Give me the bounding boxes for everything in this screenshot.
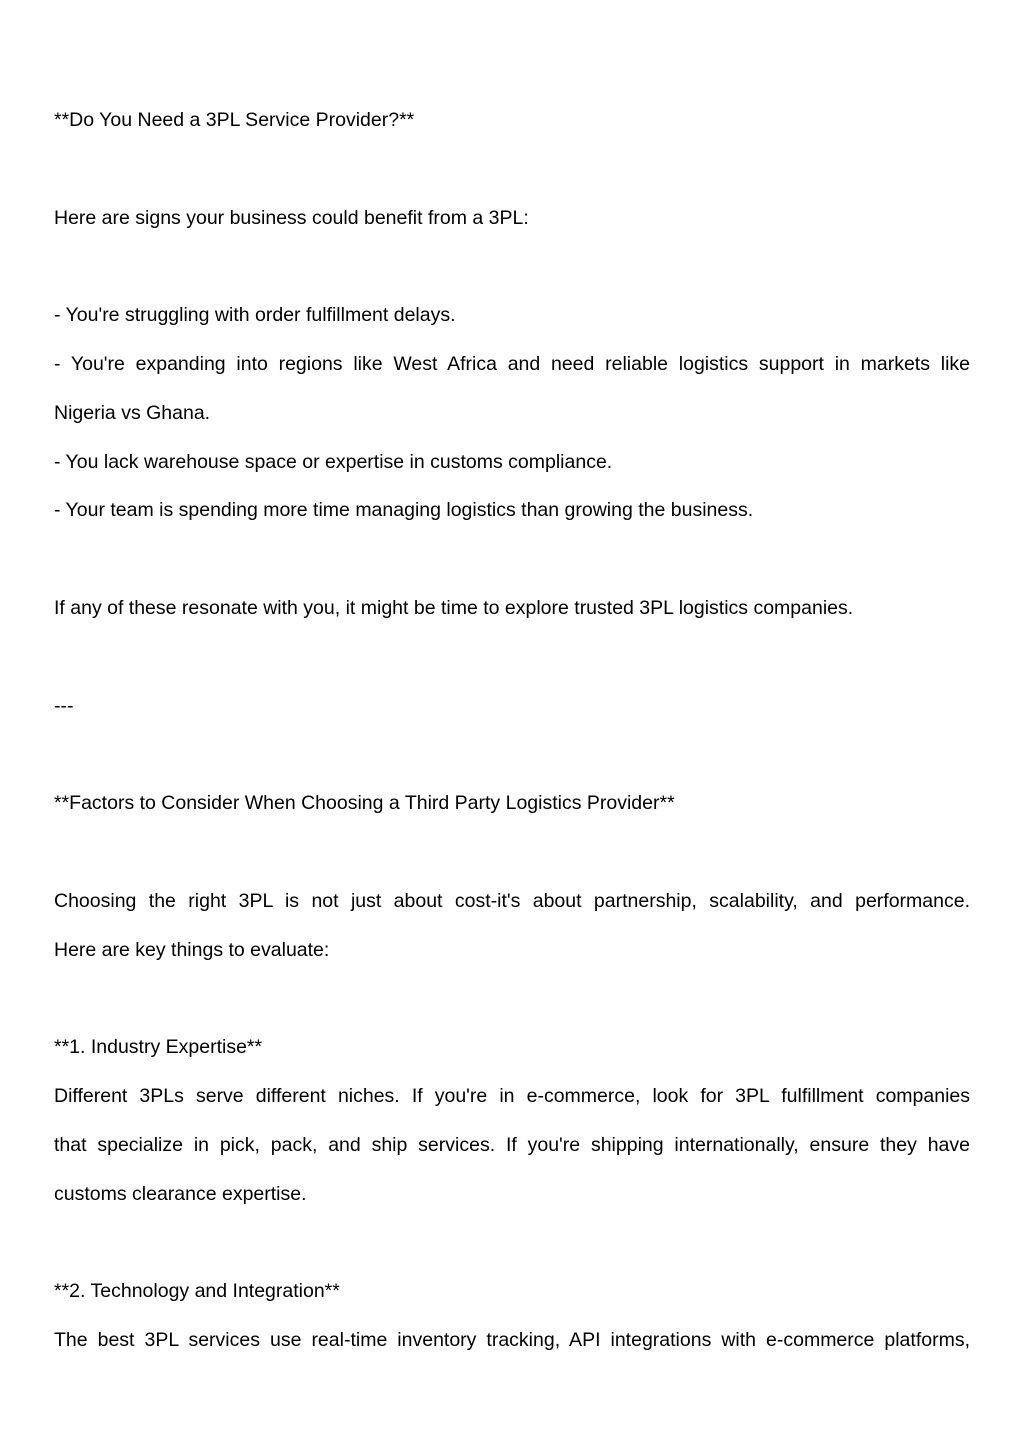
heading-technology-integration: **2. Technology and Integration** bbox=[54, 1280, 340, 1303]
spacer bbox=[54, 535, 970, 584]
section-divider: --- bbox=[54, 694, 74, 717]
spacer bbox=[54, 242, 970, 291]
choosing-paragraph-line-1: Choosing the right 3PL is not just about cost-it's about partnership, scalability, and performance. bbox=[54, 889, 970, 912]
resonate-paragraph: If any of these resonate with you, it might be time to explore trusted 3PL logistics companies. bbox=[54, 596, 854, 619]
technology-paragraph-line-1: The best 3PL services use real-time inventory tracking, API integrations with e-commerce platforms, bbox=[54, 1328, 970, 1351]
industry-paragraph-line-2: that specialize in pick, pack, and ship services. If you're shipping internationally, ensure they have bbox=[54, 1133, 970, 1156]
spacer bbox=[54, 1218, 970, 1267]
bullet-expanding-regions: - You're expanding into regions like West Africa and need reliable logistics support in markets like bbox=[54, 352, 970, 375]
bullet-expanding-regions-cont: Nigeria vs Ghana. bbox=[54, 401, 211, 424]
industry-paragraph-line-1: Different 3PLs serve different niches. If you're in e-commerce, look for 3PL fulfillment companies bbox=[54, 1084, 970, 1107]
bullet-warehouse-space: - You lack warehouse space or expertise in customs compliance. bbox=[54, 450, 613, 473]
heading-factors: **Factors to Consider When Choosing a Third Party Logistics Provider** bbox=[54, 792, 675, 815]
spacer bbox=[54, 145, 970, 194]
spacer bbox=[54, 974, 970, 1023]
heading-industry-expertise: **1. Industry Expertise** bbox=[54, 1036, 263, 1059]
document-page bbox=[54, 96, 970, 1365]
bullet-fulfillment-delays: - You're struggling with order fulfillment delays. bbox=[54, 304, 456, 327]
spacer bbox=[54, 730, 970, 779]
spacer bbox=[54, 828, 970, 877]
bullet-team-time: - Your team is spending more time managing logistics than growing the business. bbox=[54, 499, 754, 522]
heading-need-3pl: **Do You Need a 3PL Service Provider?** bbox=[54, 109, 415, 131]
choosing-paragraph-line-2: Here are key things to evaluate: bbox=[54, 938, 330, 961]
intro-signs: Here are signs your business could benefit from a 3PL: bbox=[54, 206, 529, 229]
spacer bbox=[54, 633, 970, 682]
industry-paragraph-line-3: customs clearance expertise. bbox=[54, 1182, 307, 1205]
